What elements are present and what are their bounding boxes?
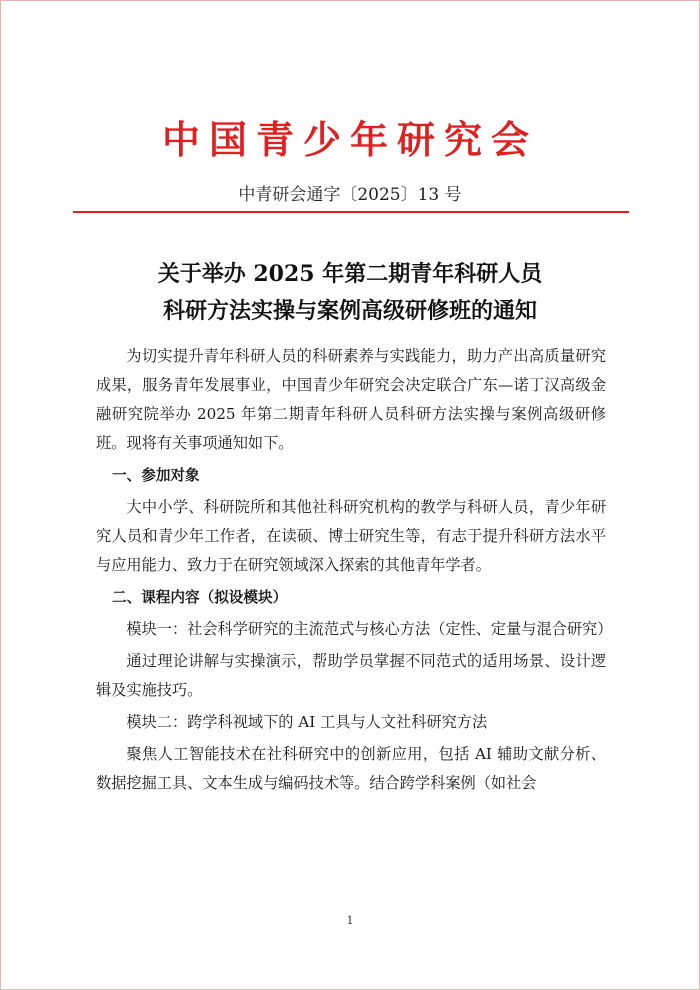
module-2-heading: 模块二：跨学科视域下的 AI 工具与人文社科研究方法 bbox=[126, 713, 488, 731]
document-number: 中青研会通字〔2025〕13 号 bbox=[238, 185, 462, 205]
module-1-heading: 模块一：社会科学研究的主流范式与核心方法（定性、定量与混合研究） bbox=[126, 620, 613, 638]
participants-paragraph: 大中小学、科研院所和其他社科研究机构的教学与科研人员，青少年研究人员和青少年工作者，在读硕、博士研究生等，有志于提升科研方法水平与应用能力、致力于在研究领域深入探索的其他青年学者。 bbox=[96, 498, 606, 574]
red-divider-line bbox=[73, 211, 629, 213]
module-2-paragraph: 聚焦人工智能技术在社科研究中的创新应用，包括 AI 辅助文献分析、数据挖掘工具、文本生成与编码技术等。结合跨学科案例（如社会 bbox=[96, 745, 606, 792]
organization-title: 中国青少年研究会 bbox=[161, 117, 538, 162]
document-body bbox=[96, 342, 613, 801]
notice-title bbox=[0, 256, 700, 330]
page-number: 1 bbox=[346, 914, 354, 927]
module-1-paragraph: 通过理论讲解与实操演示，帮助学员掌握不同范式的适用场景、设计逻辑及实施技巧。 bbox=[96, 652, 606, 699]
notice-title-line-2: 科研方法实操与案例高级研修班的通知 bbox=[162, 298, 537, 324]
notice-title-line-1: 关于举办 2025 年第二期青年科研人员 bbox=[157, 261, 543, 287]
section-heading-participants: 一、参加对象 bbox=[112, 467, 200, 484]
intro-paragraph: 为切实提升青年科研人员的科研素养与实践能力，助力产出高质量研究成果，服务青年发展事业，中国青少年研究会决定联合广东—诺丁汉高级金融研究院举办 2025 年第二期青年科研人员科研方法实操与案例高级研修班。现将有关事项通知如下。 bbox=[96, 347, 606, 452]
section-heading-course-content: 二、课程内容（拟设模块） bbox=[112, 589, 288, 606]
